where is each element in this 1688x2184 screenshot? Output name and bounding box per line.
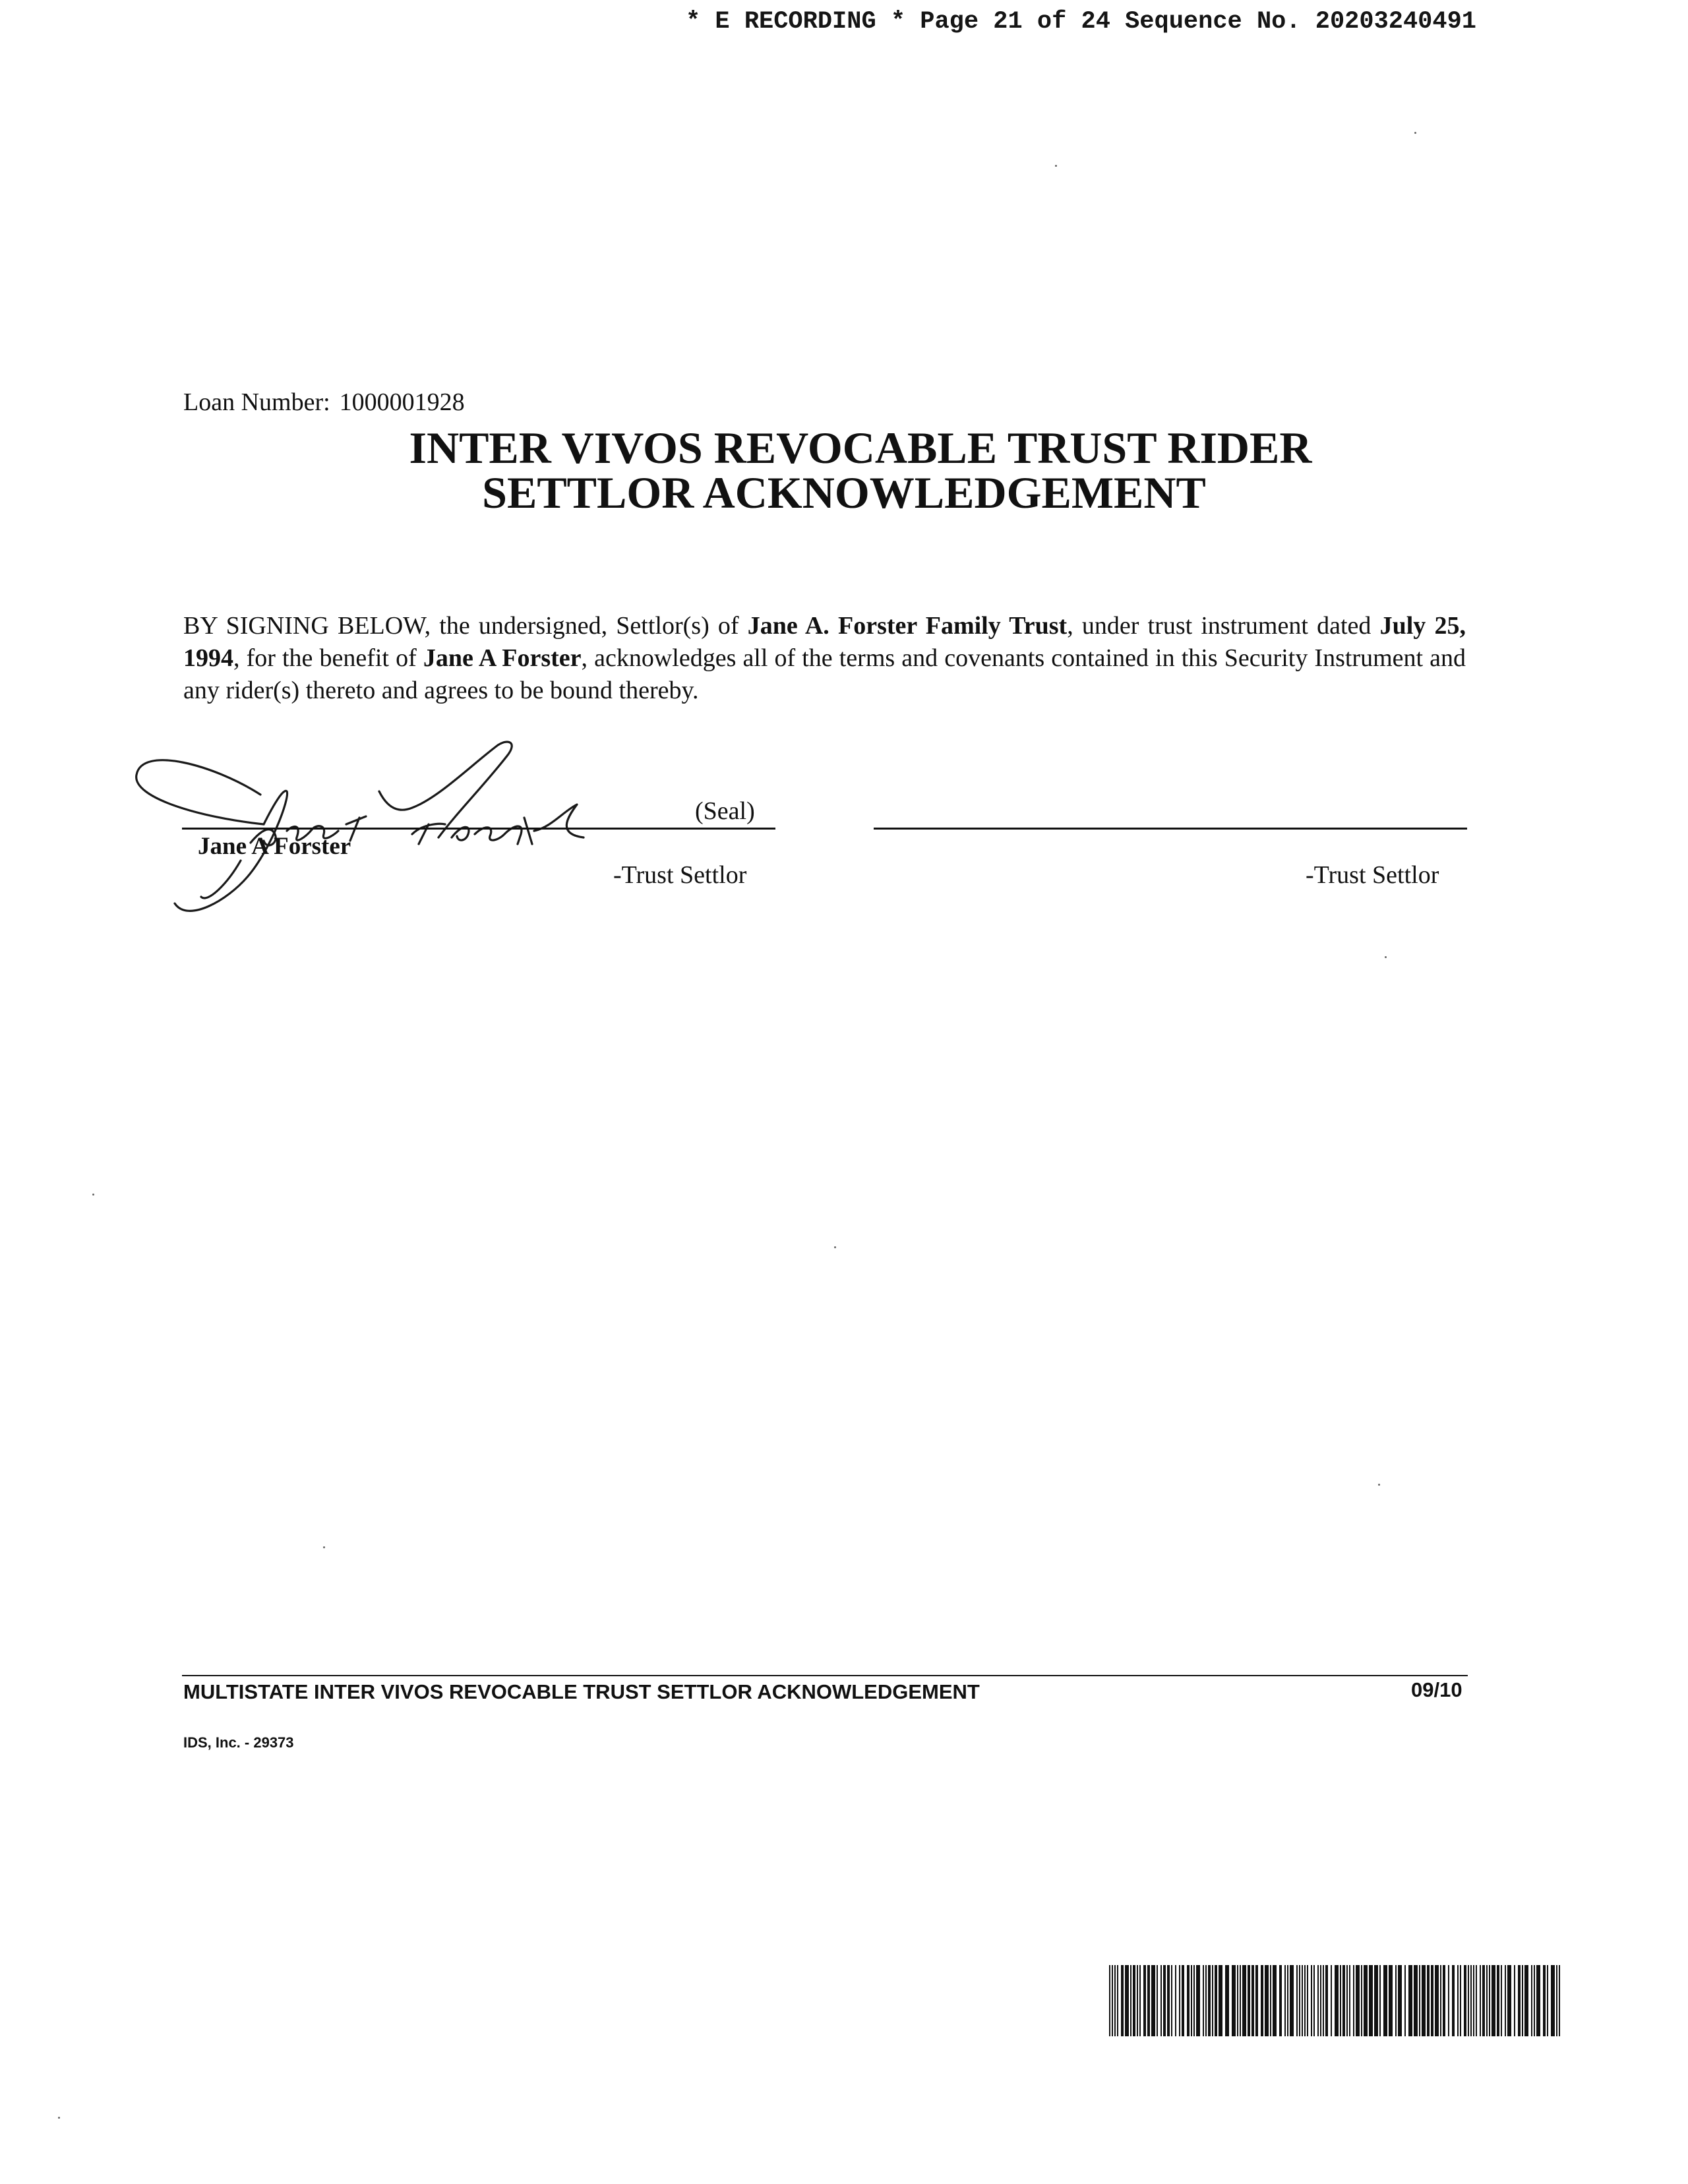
barcode-bar: [1182, 1965, 1184, 2036]
barcode-bar: [1265, 1965, 1269, 2036]
barcode-bar: [1435, 1965, 1439, 2036]
barcode-bar: [1175, 1965, 1176, 2036]
trust-settlor-label-left: -Trust Settlor: [613, 861, 747, 889]
barcode-bar: [1304, 1965, 1306, 2036]
barcode-bar: [1543, 1965, 1546, 2036]
barcode-bar: [1240, 1965, 1241, 2036]
barcode-bar: [1302, 1965, 1303, 2036]
barcode-bar: [1191, 1965, 1192, 2036]
barcode-bar: [1480, 1965, 1481, 2036]
barcode-bar: [1237, 1965, 1238, 2036]
barcode-bar: [1273, 1965, 1277, 2036]
barcode-bar: [1317, 1965, 1319, 2036]
scan-speck: [323, 1546, 325, 1548]
barcode-bar: [1270, 1965, 1271, 2036]
barcode-bar: [1452, 1965, 1455, 2036]
paragraph-text-3: , for the benefit of: [233, 644, 423, 672]
barcode-bar: [1114, 1965, 1116, 2036]
barcode-bar: [1242, 1965, 1246, 2036]
barcode-bar: [1248, 1965, 1250, 2036]
barcode-bar: [1556, 1965, 1557, 2036]
barcode-bar: [1160, 1965, 1162, 2036]
barcode-bar: [1171, 1965, 1172, 2036]
acknowledgement-paragraph: [183, 610, 1466, 707]
barcode-bar: [1536, 1965, 1540, 2036]
barcode-bar: [1448, 1965, 1449, 2036]
barcode-bar: [1296, 1965, 1298, 2036]
barcode-bar: [1325, 1965, 1328, 2036]
footer-rule: [182, 1675, 1468, 1676]
barcode-bar: [1389, 1965, 1393, 2036]
barcode-bar: [1163, 1965, 1166, 2036]
barcode-bar: [1482, 1965, 1485, 2036]
barcode-bar: [1356, 1965, 1360, 2036]
barcode-bar: [1408, 1965, 1412, 2036]
barcode-bar: [1208, 1965, 1211, 2036]
barcode-bar: [1486, 1965, 1488, 2036]
barcode-bar: [1157, 1965, 1158, 2036]
barcode-bar: [1522, 1965, 1523, 2036]
barcode-bar: [1112, 1965, 1113, 2036]
paragraph-text-4: , acknowledges all of the terms and covenants contained in this Security Instrument and any rider(s) thereto and agrees to be bound thereby.: [183, 644, 1466, 704]
barcode-bar: [1473, 1965, 1474, 2036]
barcode-bar: [1559, 1965, 1560, 2036]
barcode-bar: [1261, 1965, 1263, 2036]
barcode-bar: [1470, 1965, 1472, 2036]
barcode-bar: [1311, 1965, 1312, 2036]
barcode-bar: [1125, 1965, 1129, 2036]
barcode-bar: [1193, 1965, 1195, 2036]
barcode-bar: [1440, 1965, 1441, 2036]
barcode-bar: [1497, 1965, 1499, 2036]
loan-number-value: 1000001928: [339, 388, 465, 416]
barcode-bar: [1422, 1965, 1426, 2036]
barcode-bar: [1147, 1965, 1150, 2036]
barcode-bar: [1457, 1965, 1459, 2036]
barcode-bar: [1219, 1965, 1222, 2036]
barcode-bar: [1284, 1965, 1286, 2036]
signature-line-right: [874, 828, 1467, 830]
barcode-bar: [1323, 1965, 1324, 2036]
barcode-bar: [1468, 1965, 1469, 2036]
barcode-bar: [1364, 1965, 1368, 2036]
seal-label: (Seal): [695, 797, 755, 825]
barcode-bar: [1212, 1965, 1213, 2036]
barcode-bar: [1205, 1965, 1207, 2036]
scan-speck: [1385, 956, 1387, 958]
barcode: [1109, 1965, 1560, 2036]
barcode-bar: [1443, 1965, 1445, 2036]
signer-name: Jane A Forster: [198, 833, 351, 860]
barcode-bar: [1335, 1965, 1339, 2036]
barcode-bar: [1534, 1965, 1535, 2036]
scan-speck: [1055, 165, 1057, 167]
trust-date: July 25, 1994: [183, 612, 1466, 672]
barcode-bar: [1307, 1965, 1308, 2036]
barcode-bar: [1320, 1965, 1321, 2036]
barcode-bar: [1225, 1965, 1229, 2036]
barcode-bar: [1130, 1965, 1131, 2036]
barcode-bar: [1383, 1965, 1387, 2036]
barcode-bar: [1255, 1965, 1258, 2036]
signature-line-left: [182, 828, 775, 830]
paragraph-text-2: , under trust instrument dated: [1067, 612, 1380, 640]
barcode-bar: [1531, 1965, 1532, 2036]
barcode-bar: [1196, 1965, 1200, 2036]
scan-speck: [1414, 132, 1416, 134]
barcode-bar: [1215, 1965, 1217, 2036]
barcode-bar: [1460, 1965, 1461, 2036]
trust-settlor-label-right: -Trust Settlor: [1306, 861, 1439, 889]
document-title-line-1: INTER VIVOS REVOCABLE TRUST RIDER: [409, 423, 1312, 473]
beneficiary-name: Jane A Forster: [423, 644, 582, 672]
barcode-bar: [1353, 1965, 1354, 2036]
barcode-bar: [1133, 1965, 1135, 2036]
barcode-bar: [1331, 1965, 1332, 2036]
barcode-bar: [1369, 1965, 1373, 2036]
barcode-bar: [1109, 1965, 1110, 2036]
barcode-bar: [1290, 1965, 1294, 2036]
barcode-bar: [1349, 1965, 1350, 2036]
barcode-bar: [1374, 1965, 1378, 2036]
scan-speck: [1378, 1484, 1380, 1486]
barcode-bar: [1279, 1965, 1282, 2036]
barcode-bar: [1151, 1965, 1155, 2036]
footer-form-title: MULTISTATE INTER VIVOS REVOCABLE TRUST SETTLOR ACKNOWLEDGEMENT: [183, 1680, 980, 1703]
barcode-bar: [1251, 1965, 1254, 2036]
barcode-bar: [1551, 1965, 1555, 2036]
barcode-bar: [1427, 1965, 1430, 2036]
barcode-bar: [1342, 1965, 1345, 2036]
scan-speck: [58, 2117, 60, 2119]
barcode-bar: [1203, 1965, 1204, 2036]
scan-speck: [834, 1246, 836, 1248]
loan-number-line: [183, 388, 465, 417]
barcode-bar: [1404, 1965, 1406, 2036]
barcode-bar: [1232, 1965, 1236, 2036]
scan-speck: [92, 1194, 94, 1196]
barcode-bar: [1419, 1965, 1420, 2036]
barcode-bar: [1431, 1965, 1433, 2036]
barcode-bar: [1340, 1965, 1341, 2036]
barcode-bar: [1379, 1965, 1381, 2036]
barcode-bar: [1299, 1965, 1300, 2036]
barcode-bar: [1117, 1965, 1118, 2036]
document-title-line-2: SETTLOR ACKNOWLEDGEMENT: [482, 468, 1206, 518]
barcode-bar: [1501, 1965, 1502, 2036]
barcode-bar: [1489, 1965, 1490, 2036]
recording-stamp: * E RECORDING * Page 21 of 24 Sequence No. 20203240491: [686, 8, 1476, 36]
barcode-bar: [1139, 1965, 1141, 2036]
barcode-bar: [1143, 1965, 1146, 2036]
handwritten-signature: [129, 725, 603, 923]
barcode-bar: [1524, 1965, 1528, 2036]
footer-form-date: 09/10: [1411, 1678, 1462, 1701]
barcode-bar: [1514, 1965, 1515, 2036]
paragraph-text-1: BY SIGNING BELOW, the undersigned, Settlor(s) of: [183, 612, 748, 640]
barcode-bar: [1361, 1965, 1362, 2036]
barcode-bar: [1505, 1965, 1506, 2036]
footer-form-code: IDS, Inc. - 29373: [183, 1734, 294, 1751]
barcode-bar: [1287, 1965, 1288, 2036]
barcode-bar: [1137, 1965, 1138, 2036]
barcode-bar: [1121, 1965, 1124, 2036]
barcode-bar: [1395, 1965, 1397, 2036]
barcode-bar: [1547, 1965, 1548, 2036]
trust-name: Jane A. Forster Family Trust: [747, 612, 1068, 640]
barcode-bar: [1398, 1965, 1402, 2036]
barcode-bar: [1187, 1965, 1190, 2036]
barcode-bar: [1492, 1965, 1495, 2036]
barcode-bar: [1507, 1965, 1511, 2036]
barcode-bar: [1167, 1965, 1170, 2036]
barcode-bar: [1179, 1965, 1180, 2036]
barcode-bar: [1464, 1965, 1466, 2036]
barcode-bar: [1346, 1965, 1348, 2036]
barcode-bar: [1518, 1965, 1521, 2036]
loan-number-label: Loan Number:: [183, 388, 330, 416]
barcode-bar: [1414, 1965, 1418, 2036]
barcode-bar: [1313, 1965, 1315, 2036]
barcode-bar: [1476, 1965, 1477, 2036]
